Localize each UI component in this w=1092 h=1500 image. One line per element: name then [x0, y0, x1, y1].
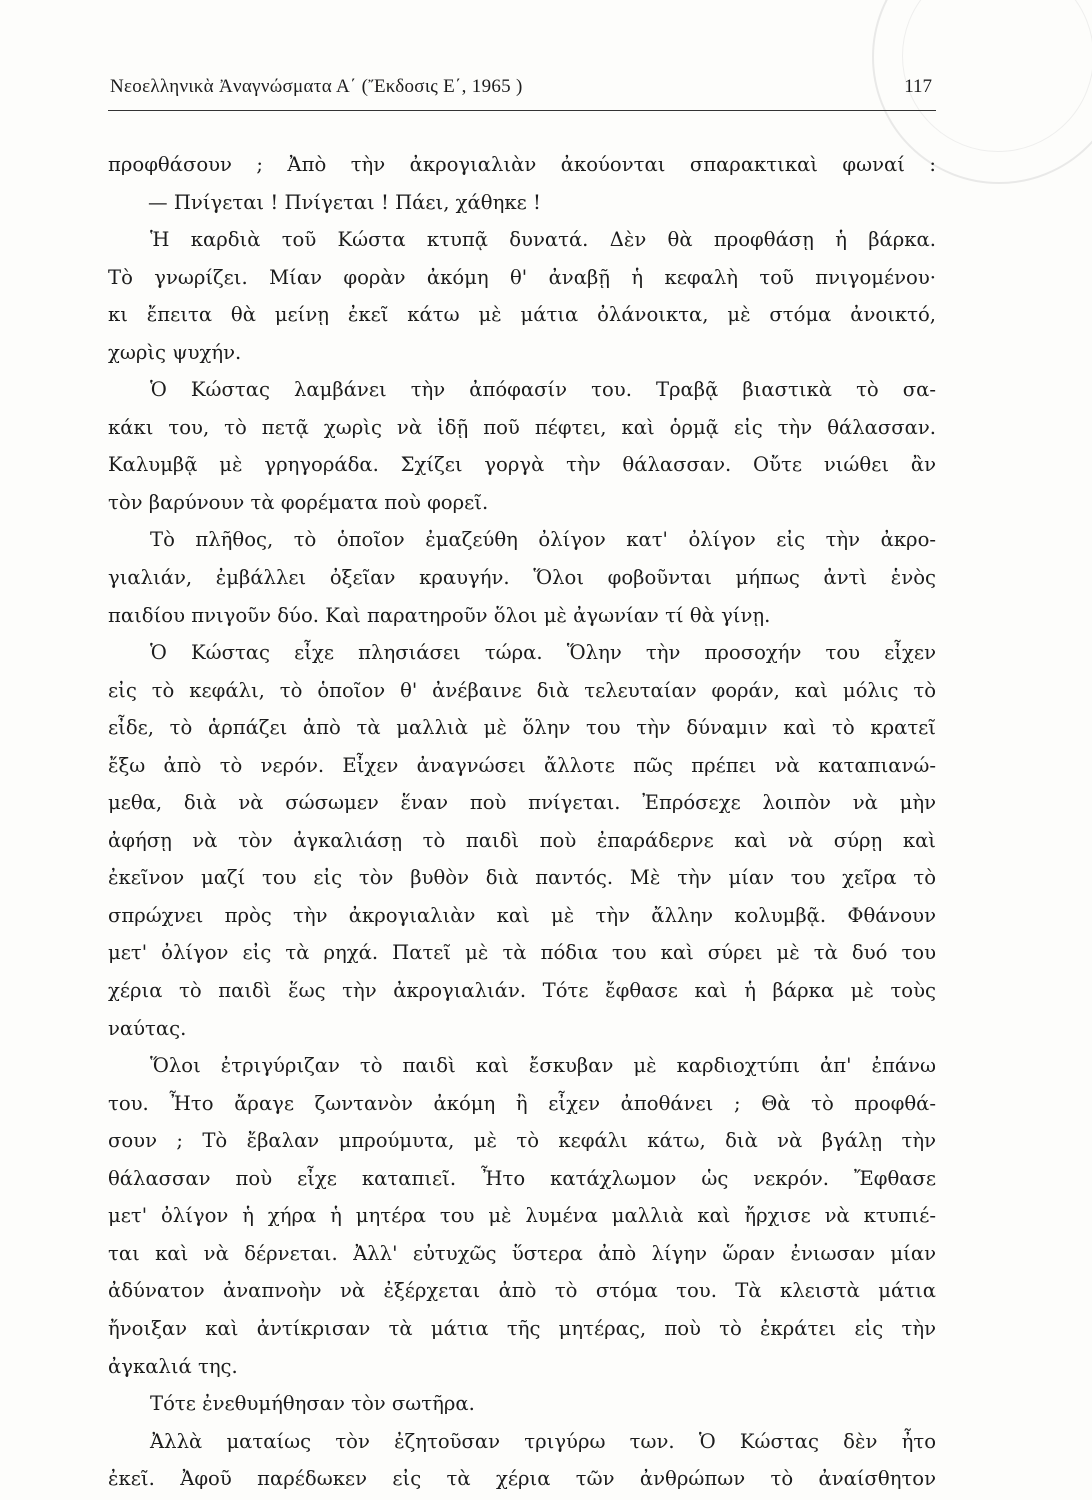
text-line: ἐκεῖ. Ἀφοῦ παρέδωκεν εἰς τὰ χέρια τῶν ἀνθρώπων τὸ ἀναίσθητον — [108, 1467, 936, 1491]
text-line: εἶδε, τὸ ἁρπάζει ἀπὸ τὰ μαλλιὰ μὲ ὅλην του τὴν δύναμιν καὶ τὸ κρατεῖ — [108, 716, 936, 740]
text-line: — Πνίγεται ! Πνίγεται ! Πάει, χάθηκε ! — [148, 190, 541, 214]
text-line: μετ' ὀλίγον ἡ χήρα ἡ μητέρα του μὲ λυμένα μαλλιὰ καὶ ἤρχισε νὰ κτυπιέ- — [108, 1204, 936, 1228]
text-line: μετ' ὀλίγον εἰς τὰ ρηχά. Πατεῖ μὲ τὰ πόδια του καὶ σύρει μὲ τὰ δυό του — [108, 941, 936, 965]
text-line: ναύτας. — [108, 1016, 187, 1040]
text-line: του. Ἦτο ἄραγε ζωντανὸν ἀκόμη ἢ εἶχεν ἀποθάνει ; Θὰ τὸ προφθά- — [108, 1091, 936, 1115]
text-line: Ὁ Κώστας λαμβάνει τὴν ἀπόφασίν του. Τραβᾷ βιαστικὰ τὸ σα- — [150, 378, 936, 402]
text-line: σουν ; Τὸ ἔβαλαν μπρούμυτα, μὲ τὸ κεφάλι κάτω, διὰ νὰ βγάλῃ τὴν — [108, 1129, 936, 1153]
text-line: προφθάσουν ; Ἀπὸ τὴν ἀκρογιαλιὰν ἀκούονται σπαρακτικαὶ φωναί : — [108, 153, 936, 176]
text-line: μεθα, διὰ νὰ σώσωμεν ἕναν ποὺ πνίγεται. Ἐπρόσεχε λοιπὸν νὰ μὴν — [108, 791, 936, 815]
running-header — [108, 70, 936, 111]
text-line: κι ἔπειτα θὰ μείνῃ ἐκεῖ κάτω μὲ μάτια ὀλάνοικτα, μὲ στόμα ἀνοικτό, — [108, 303, 936, 327]
text-line: ἐκεῖνον μαζί του εἰς τὸν βυθὸν διὰ παντός. Μὲ τὴν μίαν του χεῖρα τὸ — [108, 866, 936, 890]
text-line: Τὸ πλῆθος, τὸ ὁποῖον ἐμαζεύθη ὀλίγον κατ' ὀλίγον εἰς τὴν ἀκρο- — [150, 528, 936, 552]
text-line: κάκι του, τὸ πετᾷ χωρὶς νὰ ἰδῇ ποῦ πέφτει, καὶ ὁρμᾷ εἰς τὴν θάλασσαν. — [108, 415, 936, 439]
text-line: θάλασσαν ποὺ εἶχε καταπιεῖ. Ἦτο κατάχλωμον ὡς νεκρόν. Ἔφθασε — [108, 1166, 936, 1190]
text-line: ἔξω ἀπὸ τὸ νερόν. Εἶχεν ἀναγνώσει ἄλλοτε πῶς πρέπει νὰ καταπιανώ- — [108, 753, 936, 777]
text-line: Ὁ Κώστας εἶχε πλησιάσει τώρα. Ὅλην τὴν προσοχήν του εἶχεν — [150, 641, 936, 665]
text-line: ἀδύνατον ἀναπνοὴν νὰ ἐξέρχεται ἀπὸ τὸ στόμα του. Τὰ κλειστὰ μάτια — [108, 1279, 936, 1303]
text-line: εἰς τὸ κεφάλι, τὸ ὁποῖον θ' ἀνέβαινε διὰ τελευταίαν φοράν, καὶ μόλις τὸ — [108, 678, 936, 702]
text-line: ται καὶ νὰ δέρνεται. Ἀλλ' εὐτυχῶς ὕστερα ἀπὸ λίγην ὥραν ἐνιωσαν μίαν — [108, 1241, 936, 1265]
text-line: χέρια τὸ παιδὶ ἕως τὴν ἀκρογιαλιάν. Τότε ἔφθασε καὶ ἡ βάρκα μὲ τοὺς — [108, 979, 936, 1003]
text-line: Ἡ καρδιὰ τοῦ Κώστα κτυπᾷ δυνατά. Δὲν θὰ προφθάσῃ ἡ βάρκα. — [150, 228, 936, 252]
text-line: σπρώχνει πρὸς τὴν ἀκρογιαλιὰν καὶ μὲ τὴν ἄλλην κολυμβᾷ. Φθάνουν — [108, 903, 936, 927]
text-line: Ὅλοι ἐτριγύριζαν τὸ παιδὶ καὶ ἔσκυβαν μὲ καρδιοχτύπι ἀπ' ἐπάνω — [150, 1054, 936, 1078]
text-line: ἀφήσῃ νὰ τὸν ἀγκαλιάσῃ τὸ παιδὶ ποὺ ἐπαράδερνε καὶ νὰ σύρῃ καὶ — [108, 828, 936, 852]
page-number: 117 — [904, 76, 932, 97]
text-line: γιαλιάν, ἐμβάλλει ὀξεῖαν κραυγήν. Ὅλοι φοβοῦνται μήπως ἀντὶ ἑνὸς — [108, 566, 936, 590]
text-line: ἀγκαλιά της. — [108, 1354, 238, 1378]
text-line: τὸν βαρύνουν τὰ φορέματα ποὺ φορεῖ. — [108, 490, 489, 514]
text-line: Τότε ἐνεθυμήθησαν τὸν σωτῆρα. — [150, 1392, 475, 1416]
header-title: Νεοελληνικὰ Ἀναγνώσματα Α΄ (Ἔκδοσις Ε΄, 1965 ) — [110, 76, 523, 97]
text-line: Ἀλλὰ ματαίως τὸν ἐζητοῦσαν τριγύρω των. Ὁ Κώστας δὲν ἦτο — [150, 1429, 936, 1453]
body-text — [108, 146, 936, 1498]
text-line: χωρὶς ψυχήν. — [108, 340, 242, 364]
text-line: Τὸ γνωρίζει. Μίαν φορὰν ἀκόμη θ' ἀναβῇ ἡ κεφαλὴ τοῦ πνιγομένου· — [108, 265, 936, 289]
text-line: Καλυμβᾷ μὲ γρηγοράδα. Σχίζει γοργὰ τὴν θάλασσαν. Οὔτε νιώθει ἂν — [108, 453, 936, 477]
text-line: παιδίου πνιγοῦν δύο. Καὶ παρατηροῦν ὅλοι μὲ ἀγωνίαν τί θὰ γίνῃ. — [108, 603, 771, 627]
text-line: ἤνοιξαν καὶ ἀντίκρισαν τὰ μάτια τῆς μητέρας, ποὺ τὸ ἐκράτει εἰς τὴν — [108, 1316, 936, 1340]
